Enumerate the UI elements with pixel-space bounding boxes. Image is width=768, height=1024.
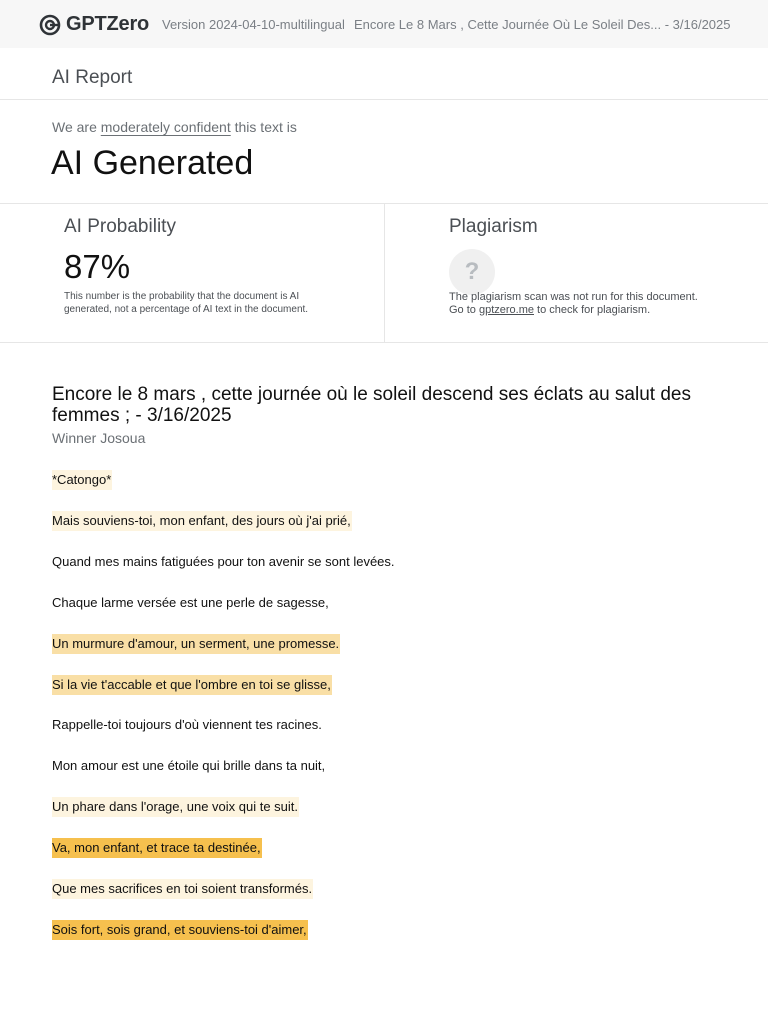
document-line: Chaque larme versée est une perle de sagesse,	[52, 595, 329, 610]
document-line: *Catongo*	[52, 470, 112, 490]
ai-probability-note: This number is the probability that the document is AI generated, not a percentage of AI text in the document.	[64, 291, 309, 315]
gptzero-logo-icon	[39, 14, 61, 36]
stats-section	[0, 204, 768, 343]
document-line: Un phare dans l'orage, une voix qui te suit.	[52, 797, 299, 817]
confidence-prefix: We are	[52, 119, 101, 135]
document-line: Quand mes mains fatiguées pour ton avenir se sont levées.	[52, 554, 395, 569]
report-title: AI Report	[52, 67, 133, 88]
document-line: Va, mon enfant, et trace ta destinée,	[52, 838, 262, 858]
plagiarism-note-text: The plagiarism scan was not run for this document. Go to	[449, 291, 698, 316]
version-label: Version 2024-04-10-multilingual	[162, 17, 345, 32]
document-line: Mais souviens-toi, mon enfant, des jours où j'ai prié,	[52, 511, 352, 531]
ai-probability-value: 87%	[64, 248, 131, 285]
plagiarism-note-suffix: to check for plagiarism.	[534, 304, 651, 316]
document-line: Sois fort, sois grand, et souviens-toi d'aimer,	[52, 920, 308, 940]
ai-probability-title: AI Probability	[64, 216, 176, 237]
confidence-suffix: this text is	[230, 119, 297, 135]
document-heading: Encore le 8 mars , cette journée où le soleil descend ses éclats au salut des femmes ; - 3/16/2025	[52, 384, 691, 426]
question-mark-icon: ?	[449, 249, 495, 295]
plagiarism-note	[449, 291, 714, 317]
document-line: Rappelle-toi toujours d'où viennent tes racines.	[52, 717, 322, 732]
plagiarism-title: Plagiarism	[449, 216, 538, 237]
confidence-line	[52, 119, 297, 135]
document-author: Winner Josoua	[52, 430, 146, 446]
top-bar	[0, 0, 768, 48]
document-line: Un murmure d'amour, un serment, une promesse.	[52, 634, 340, 654]
document-line: Si la vie t'accable et que l'ombre en toi se glisse,	[52, 675, 332, 695]
brand-name: GPTZero	[66, 13, 150, 35]
stats-divider	[384, 204, 385, 342]
confidence-level[interactable]: moderately confident	[100, 119, 231, 135]
verdict-label: AI Generated	[51, 144, 254, 182]
report-header	[0, 48, 768, 100]
document-line: Mon amour est une étoile qui brille dans ta nuit,	[52, 758, 326, 773]
gptzero-link[interactable]: gptzero.me	[478, 304, 534, 316]
verdict-section	[0, 100, 768, 204]
gptzero-logo[interactable]	[39, 13, 149, 36]
document-title: Encore Le 8 Mars , Cette Journée Où Le Soleil Des... - 3/16/2025	[354, 17, 731, 32]
document-line: Que mes sacrifices en toi soient transformés.	[52, 879, 313, 899]
